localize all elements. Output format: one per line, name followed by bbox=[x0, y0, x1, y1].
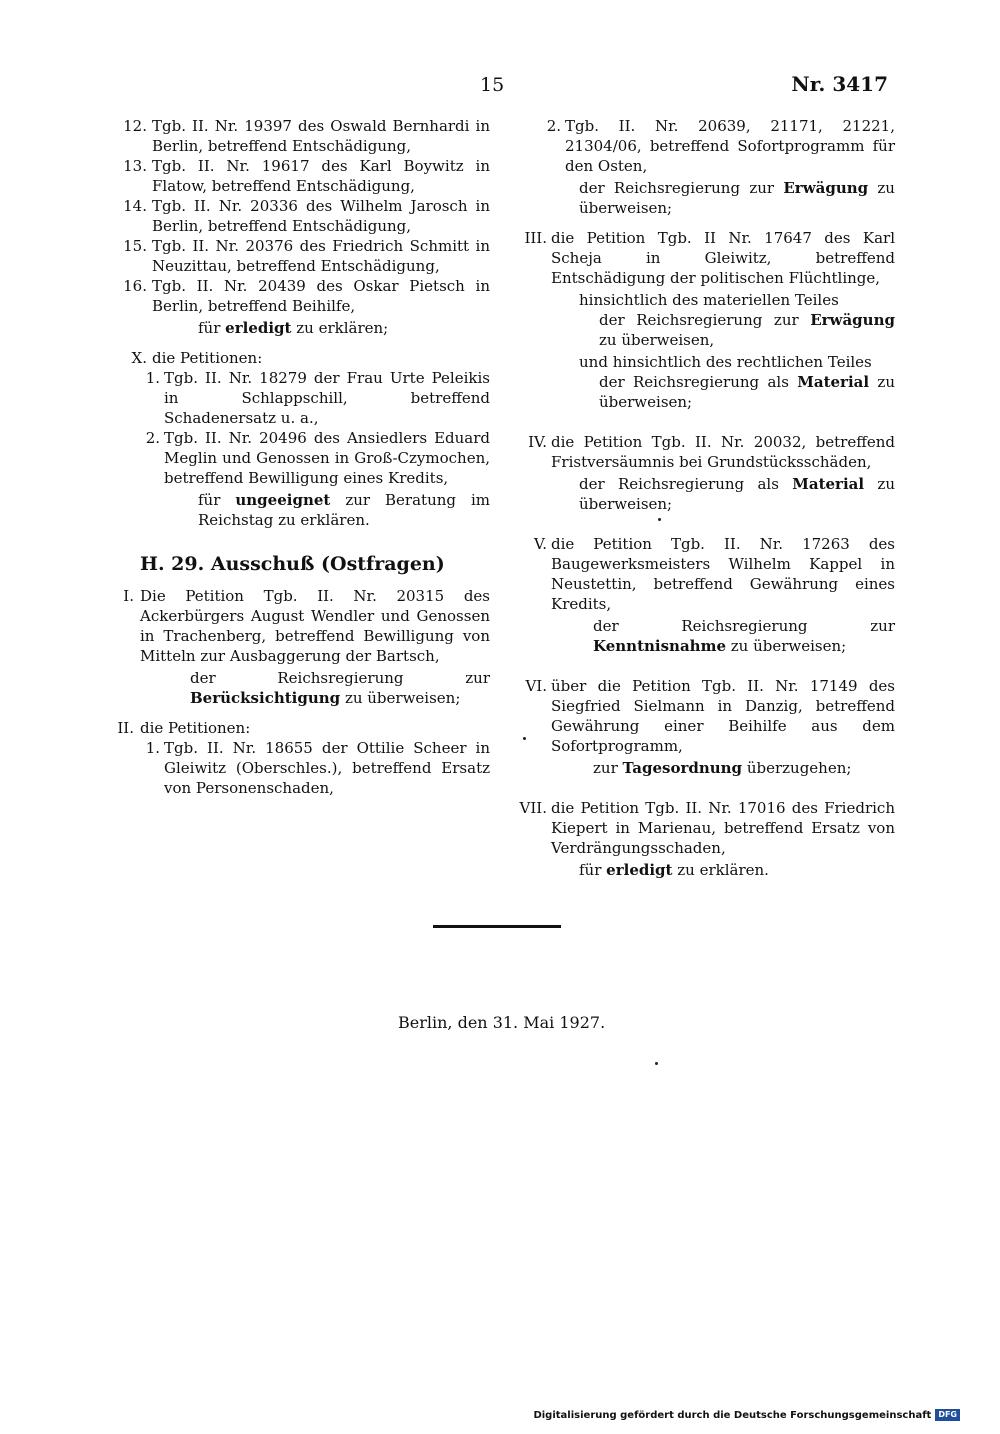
entry-r3 bbox=[515, 228, 895, 288]
roman-numeral: III. bbox=[524, 229, 547, 247]
verdict: für ungeeignet zur Beratung im Reichstag zu erklären. bbox=[198, 491, 490, 529]
section-h1 bbox=[112, 586, 490, 666]
entry-text: Tgb. II. Nr. 20376 des Friedrich Schmitt in Neuzittau, betreffend Entschädigung, bbox=[152, 237, 490, 275]
entries-list bbox=[112, 116, 490, 316]
verdict: der Reichsregierung zur Kenntnisnahme zu überweisen; bbox=[593, 617, 895, 655]
entry-r4 bbox=[515, 432, 895, 472]
entry-r5 bbox=[515, 534, 895, 614]
roman-numeral: IV. bbox=[528, 433, 547, 451]
section-h2 bbox=[112, 718, 490, 738]
list-item bbox=[112, 738, 490, 798]
section-heading: H. 29. Ausschuß (Ostfragen) bbox=[140, 553, 445, 575]
list-item bbox=[112, 276, 490, 316]
entry-text: Tgb. II. Nr. 19397 des Oswald Bernhardi in Berlin, betreffend Entschädigung, bbox=[152, 117, 490, 155]
roman-numeral: VII. bbox=[519, 799, 547, 817]
section-divider bbox=[433, 925, 561, 928]
entries-list bbox=[112, 368, 490, 488]
list-item bbox=[112, 428, 490, 488]
verdict: der Reichsregierung als Material zu überweisen; bbox=[599, 373, 895, 411]
entry-number: 1. bbox=[145, 369, 160, 387]
list-item bbox=[112, 236, 490, 276]
entry-number: 2. bbox=[546, 117, 561, 135]
credit-text: Digitalisierung gefördert durch die Deutsche Forschungsgemeinschaft bbox=[533, 1409, 932, 1421]
verdict: für erledigt zu erklären. bbox=[579, 861, 769, 879]
entry-text: Tgb. II. Nr. 20336 des Wilhelm Jarosch in Berlin, betreffend Entschädigung, bbox=[152, 197, 490, 235]
document-number: Nr. 3417 bbox=[791, 72, 888, 96]
list-item bbox=[112, 196, 490, 236]
entry-number: 12. bbox=[123, 117, 147, 135]
entry-text: Die Petition Tgb. II. Nr. 20315 des Ackerbürgers August Wendler und Genossen in Trachenberg, betreffend Bewilligung von Mitteln zur Ausbaggerung der Bartsch, bbox=[140, 587, 490, 665]
roman-numeral: II. bbox=[117, 719, 134, 737]
entry-text: Tgb. II. Nr. 20639, 21171, 21221, 21304/06, betreffend Sofortprogramm für den Osten, bbox=[565, 117, 895, 175]
roman-numeral: I. bbox=[123, 587, 134, 605]
section-x bbox=[112, 348, 490, 368]
list-item bbox=[112, 368, 490, 428]
entry-number: 13. bbox=[123, 157, 147, 175]
entry-text: Tgb. II. Nr. 18655 der Ottilie Scheer in Gleiwitz (Oberschles.), betreffend Ersatz von Personenschaden, bbox=[164, 739, 490, 797]
verdict: der Reichsregierung zur Berücksichtigung zu überweisen; bbox=[190, 669, 490, 707]
entry-text: über die Petition Tgb. II. Nr. 17149 des Siegfried Sielmann in Danzig, betreffend Gewährung einer Beihilfe aus dem Sofortprogramm, bbox=[551, 677, 895, 755]
dfg-logo-icon: DFG bbox=[935, 1409, 960, 1421]
entry-text: Tgb. II. Nr. 20496 des Ansiedlers Eduard Meglin und Genossen in Groß-Czymochen, betreffend Bewilligung eines Kredits, bbox=[164, 429, 490, 487]
sub-clause: und hinsichtlich des rechtlichen Teiles bbox=[579, 353, 872, 371]
entry-r2 bbox=[515, 116, 895, 176]
roman-numeral: VI. bbox=[525, 677, 547, 695]
right-column bbox=[515, 116, 895, 880]
entry-number: 16. bbox=[123, 277, 147, 295]
print-speck bbox=[658, 518, 661, 521]
intro-text: die Petitionen: bbox=[140, 719, 251, 737]
entry-r6 bbox=[515, 676, 895, 756]
entry-text: die Petition Tgb. II Nr. 17647 des Karl Scheja in Gleiwitz, betreffend Entschädigung der politischen Flüchtlinge, bbox=[551, 229, 895, 287]
entry-text: die Petition Tgb. II. Nr. 20032, betreffend Fristversäumnis bei Grundstücksschäden, bbox=[551, 433, 895, 471]
intro-text: die Petitionen: bbox=[152, 349, 263, 367]
verdict: der Reichsregierung als Material zu überweisen; bbox=[579, 475, 895, 513]
print-speck bbox=[523, 737, 526, 740]
entry-number: 1. bbox=[145, 739, 160, 757]
entry-text: die Petition Tgb. II. Nr. 17263 des Baugewerksmeisters Wilhelm Kappel in Neustettin, betreffend Gewährung eines Kredits, bbox=[551, 535, 895, 613]
footer-credit bbox=[533, 1409, 960, 1421]
entry-number: 15. bbox=[123, 237, 147, 255]
list-item bbox=[112, 116, 490, 156]
print-speck bbox=[655, 1062, 658, 1065]
entry-r7 bbox=[515, 798, 895, 858]
roman-numeral: V. bbox=[534, 535, 547, 553]
entry-text: die Petition Tgb. II. Nr. 17016 des Friedrich Kiepert in Marienau, betreffend Ersatz von Verdrängungsschaden, bbox=[551, 799, 895, 857]
entry-text: Tgb. II. Nr. 20439 des Oskar Pietsch in Berlin, betreffend Beihilfe, bbox=[152, 277, 490, 315]
entry-number: 2. bbox=[145, 429, 160, 447]
verdict: der Reichsregierung zur Erwägung zu überweisen, bbox=[599, 311, 895, 349]
verdict: für erledigt zu erklären; bbox=[198, 319, 389, 337]
closing-date-line: Berlin, den 31. Mai 1927. bbox=[398, 1013, 606, 1032]
roman-numeral: X. bbox=[131, 349, 147, 367]
verdict: der Reichsregierung zur Erwägung zu überweisen; bbox=[579, 179, 895, 217]
left-column bbox=[112, 116, 490, 798]
verdict: zur Tagesordnung überzugehen; bbox=[593, 759, 852, 777]
entry-text: Tgb. II. Nr. 18279 der Frau Urte Peleikis in Schlappschill, betreffend Schadenersatz u. a., bbox=[164, 369, 490, 427]
entry-text: Tgb. II. Nr. 19617 des Karl Boywitz in Flatow, betreffend Entschädigung, bbox=[152, 157, 490, 195]
sub-clause: hinsichtlich des materiellen Teiles bbox=[579, 291, 839, 309]
entry-number: 14. bbox=[123, 197, 147, 215]
entries-list bbox=[112, 738, 490, 798]
list-item bbox=[112, 156, 490, 196]
page-number: 15 bbox=[480, 74, 505, 96]
